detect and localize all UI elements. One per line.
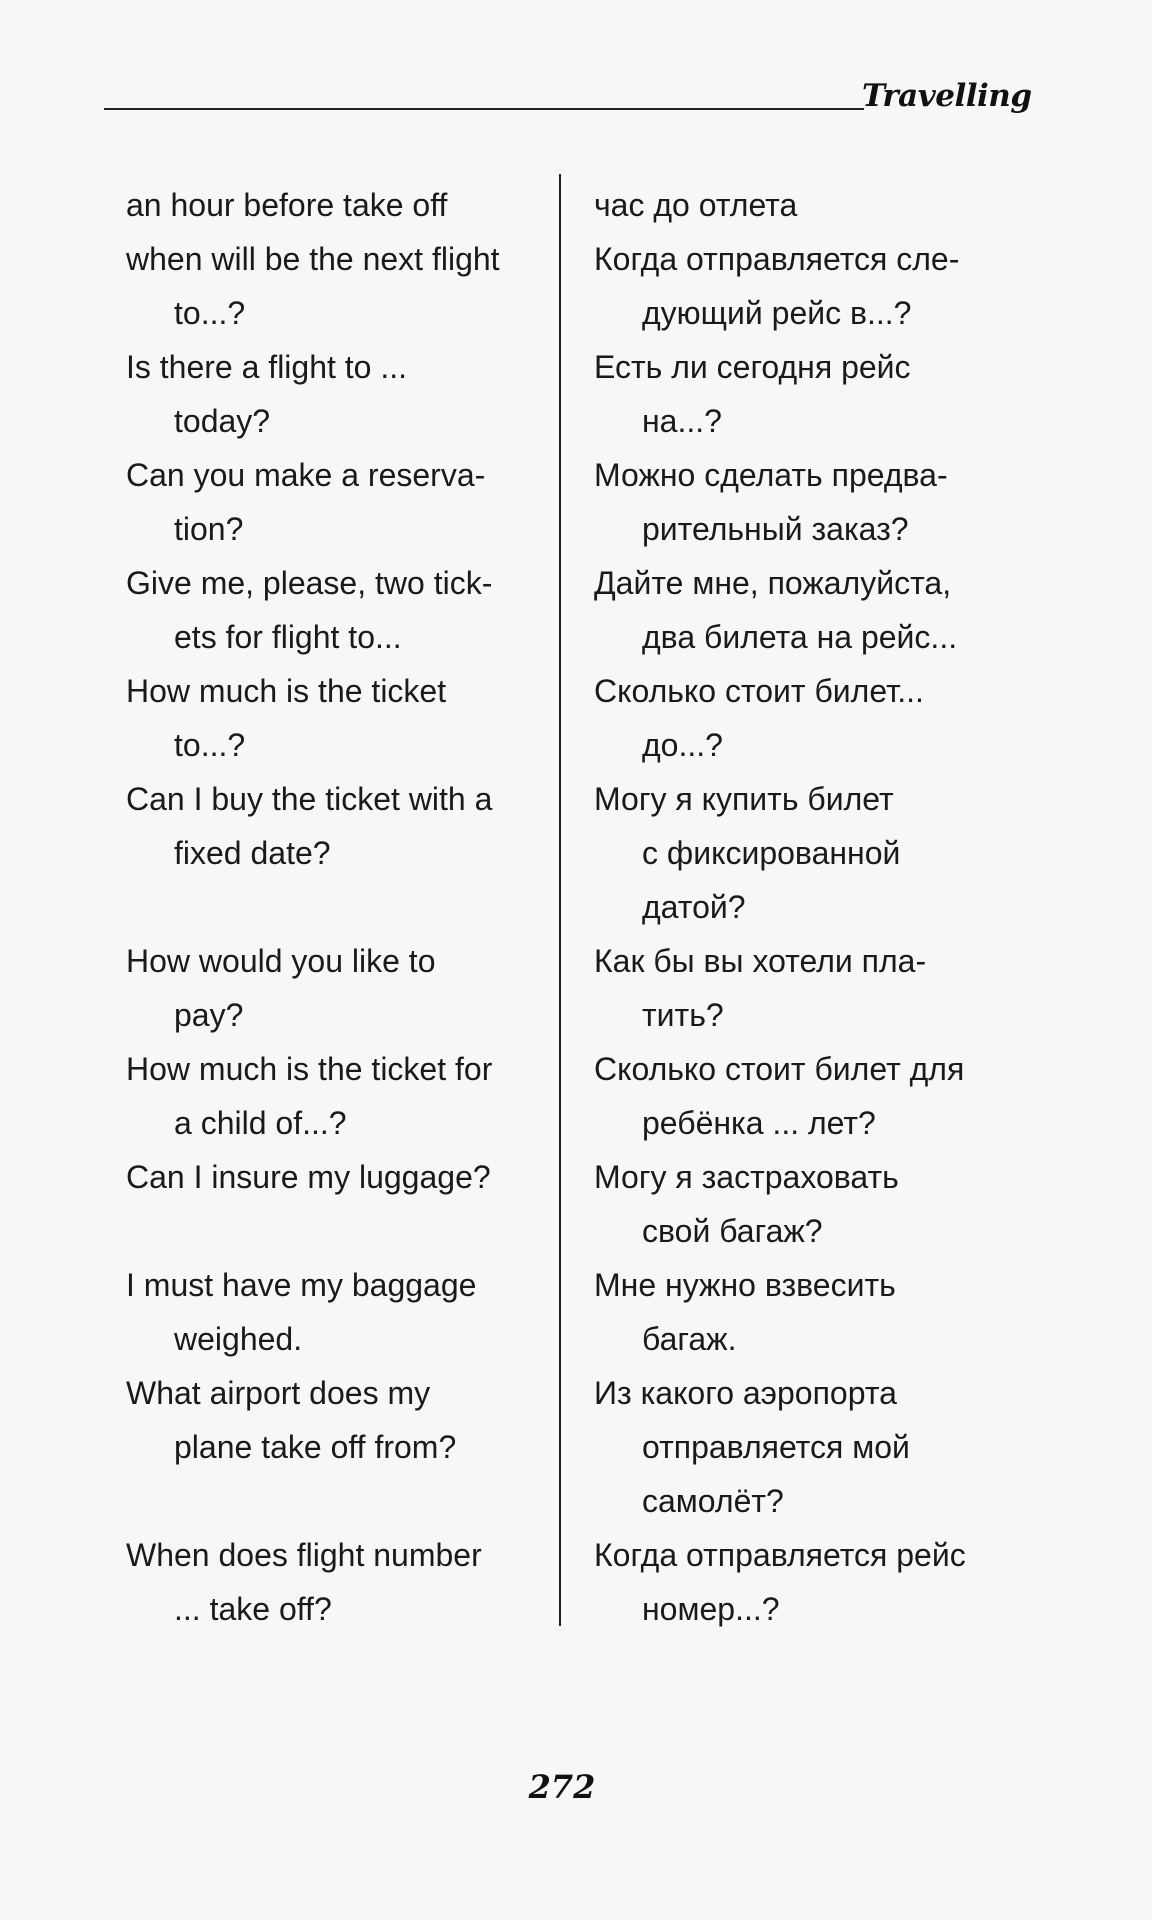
- russian-phrase-line: час до отлета: [594, 187, 798, 223]
- english-phrase-line: ets for flight to...: [174, 619, 402, 655]
- russian-phrase-line: Из какого аэропорта: [594, 1375, 897, 1411]
- russian-phrase-line: два билета на рейс...: [642, 619, 958, 655]
- russian-phrase: [594, 1042, 1034, 1150]
- russian-phrase-line: Сколько стоит билет для: [594, 1051, 965, 1087]
- russian-phrase-line: Есть ли сегодня рейс: [594, 349, 911, 385]
- russian-phrase-line: Могу я купить билет: [594, 781, 894, 817]
- russian-phrase: [594, 664, 1034, 772]
- russian-phrase: [594, 556, 1034, 664]
- russian-phrase: [594, 1366, 1034, 1528]
- english-column: [126, 178, 546, 1636]
- english-phrase-line: What airport does my: [126, 1375, 431, 1411]
- russian-phrase-line: с фиксированной: [642, 835, 901, 871]
- english-phrase-line: Is there a flight to ...: [126, 349, 408, 385]
- english-phrase-line: plane take off from?: [174, 1429, 457, 1465]
- english-phrase-line: to...?: [174, 295, 246, 331]
- english-phrase: [126, 556, 546, 664]
- russian-phrase-line: Сколько стоит билет...: [594, 673, 924, 709]
- english-phrase: [126, 1258, 546, 1366]
- russian-phrase-line: рительный заказ?: [642, 511, 909, 547]
- russian-phrase-line: багаж.: [642, 1321, 737, 1357]
- russian-phrase-line: свой багаж?: [642, 1213, 823, 1249]
- russian-phrase: [594, 232, 1034, 340]
- russian-phrase-line: отправляется мой: [642, 1429, 910, 1465]
- russian-phrase-line: Как бы вы хотели пла-: [594, 943, 927, 979]
- english-phrase-line: How much is the ticket: [126, 673, 447, 709]
- russian-phrase-line: ребёнка ... лет?: [642, 1105, 876, 1141]
- english-phrase-line: weighed.: [174, 1321, 303, 1357]
- english-phrase-line: Give me, please, two tick-: [126, 565, 493, 601]
- english-phrase: [126, 1528, 546, 1636]
- russian-phrase: [594, 448, 1034, 556]
- english-phrase-line: a child of...?: [174, 1105, 347, 1141]
- english-phrase-line: [126, 1474, 546, 1528]
- russian-phrase-line: до...?: [642, 727, 723, 763]
- english-phrase: [126, 1042, 546, 1150]
- russian-phrase: [594, 772, 1034, 934]
- russian-phrase-line: на...?: [642, 403, 722, 439]
- english-phrase-line: to...?: [174, 727, 246, 763]
- russian-phrase-line: датой?: [642, 889, 746, 925]
- english-phrase-line: How much is the ticket for: [126, 1051, 493, 1087]
- english-phrase: [126, 1366, 546, 1528]
- english-phrase: [126, 448, 546, 556]
- english-phrase: [126, 934, 546, 1042]
- english-phrase-line: tion?: [174, 511, 244, 547]
- russian-phrase: [594, 178, 1034, 232]
- russian-phrase: [594, 934, 1034, 1042]
- english-phrase: [126, 1150, 546, 1258]
- english-phrase-line: pay?: [174, 997, 244, 1033]
- english-phrase: [126, 340, 546, 448]
- column-divider: [559, 174, 561, 1626]
- russian-column: [594, 178, 1034, 1636]
- english-phrase-line: fixed date?: [174, 835, 331, 871]
- page-number: 272: [528, 1768, 596, 1806]
- russian-phrase-line: дующий рейс в...?: [642, 295, 912, 331]
- russian-phrase-line: Могу я застраховать: [594, 1159, 899, 1195]
- english-phrase: [126, 178, 546, 232]
- russian-phrase-line: самолёт?: [642, 1483, 784, 1519]
- english-phrase-line: when will be the next flight: [126, 241, 500, 277]
- english-phrase-line: How would you like to: [126, 943, 436, 979]
- russian-phrase: [594, 1258, 1034, 1366]
- english-phrase-line: Can I insure my luggage?: [126, 1159, 491, 1195]
- english-phrase-line: Can I buy the ticket with a: [126, 781, 493, 817]
- russian-phrase: [594, 1150, 1034, 1258]
- english-phrase-line: [126, 1204, 546, 1258]
- russian-phrase: [594, 340, 1034, 448]
- header-rule: [104, 108, 864, 110]
- running-title: Travelling: [862, 78, 1032, 114]
- english-phrase: [126, 232, 546, 340]
- english-phrase-line: an hour before take off: [126, 187, 448, 223]
- russian-phrase-line: Мне нужно взвесить: [594, 1267, 896, 1303]
- russian-phrase-line: Когда отправляется рейс: [594, 1537, 966, 1573]
- russian-phrase: [594, 1528, 1034, 1636]
- english-phrase: [126, 664, 546, 772]
- russian-phrase-line: Можно сделать предва-: [594, 457, 948, 493]
- english-phrase-line: ... take off?: [174, 1591, 332, 1627]
- english-phrase: [126, 772, 546, 934]
- russian-phrase-line: Когда отправляется сле-: [594, 241, 960, 277]
- english-phrase-line: I must have my baggage: [126, 1267, 477, 1303]
- russian-phrase-line: Дайте мне, пожалуйста,: [594, 565, 952, 601]
- english-phrase-line: [126, 880, 546, 934]
- russian-phrase-line: тить?: [642, 997, 724, 1033]
- russian-phrase-line: номер...?: [642, 1591, 780, 1627]
- english-phrase-line: today?: [174, 403, 271, 439]
- english-phrase-line: When does flight number: [126, 1537, 482, 1573]
- english-phrase-line: Can you make a reserva-: [126, 457, 486, 493]
